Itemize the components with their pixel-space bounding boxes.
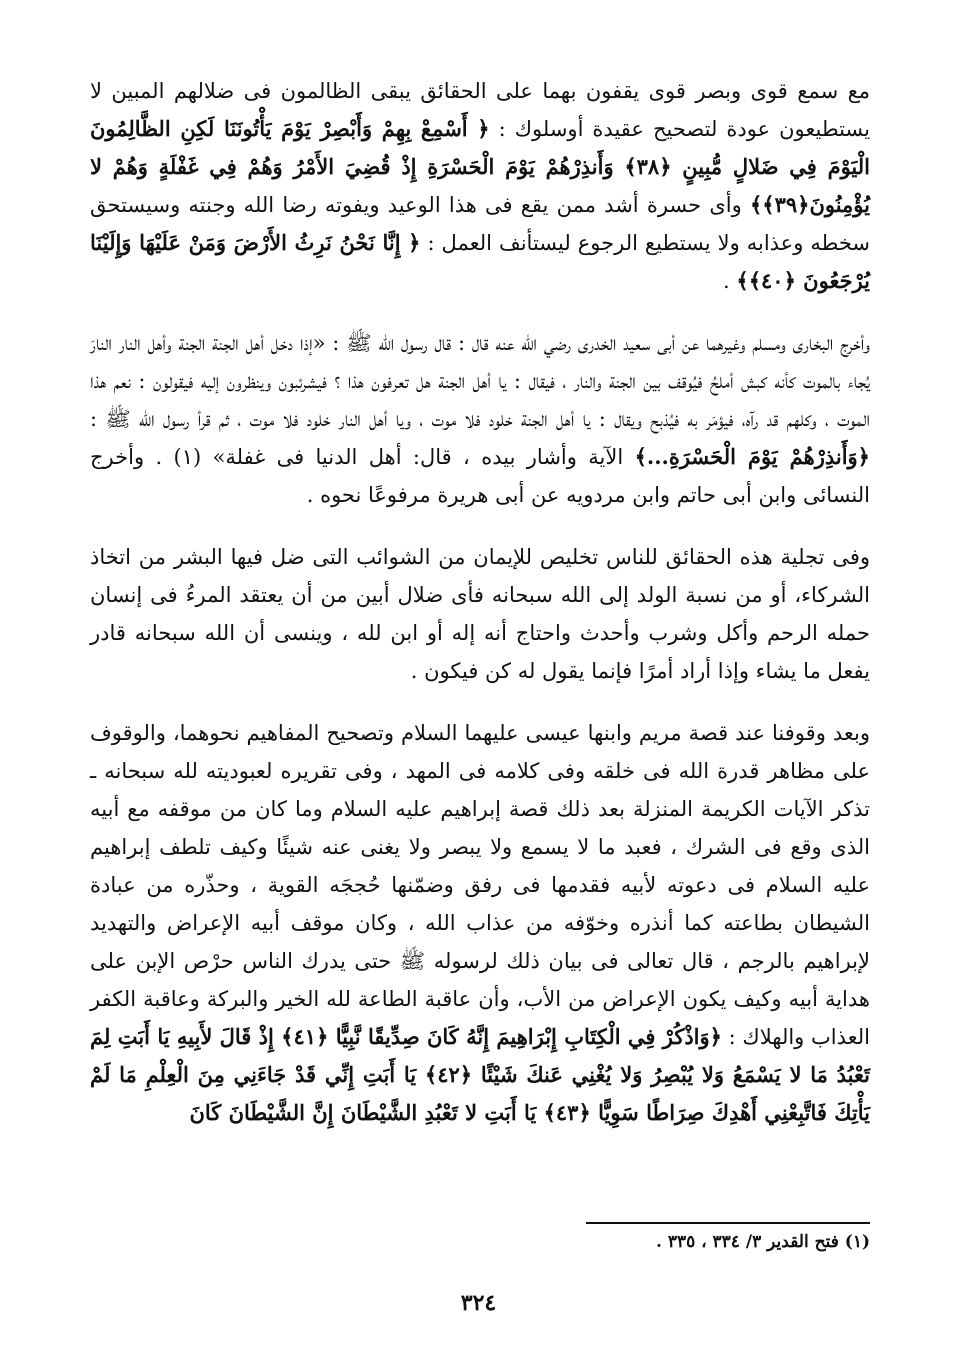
text-run: وفى تجلية هذه الحقائق للناس تخليص للإيمان من الشوائب التى ضل فيها البشر من اتخاذ الشركاء، أو من نسبة الولد إلى الله سبحانه فأى ضلال أبين من أن يعتقد المرءُ فى إنسان حمله الرحم وأكل وشرب وأحدث واحتاج أنه إله أو ابن لله ، وينسى أن الله سبحانه قادر يفعل ما يشاء وإذا أراد أمرًا فإنما يقول له كن فيكون . <box>90 545 870 683</box>
text-run: الآية وأشار بيده ، قال: أهل الدنيا فى غفلة» (١) . وأخرج النسائى وابن أبى حاتم وابن مردويه عن أبى هريرة مرفوعًا نحوه . <box>90 445 870 507</box>
paragraph-3 <box>90 538 870 690</box>
text-run: وأى حسرة أشد ممن يقع فى هذا الوعيد ويفوته رضا الله وجنته وسيستحق سخطه وعذابه ولا يستطيع الرجوع ليستأنف العمل : <box>90 193 870 255</box>
quran-verse: ﴿ إِنَّا نَحْنُ نَرِثُ الأَرْضَ وَمَنْ عَلَيْهَا وَإِلَيْنَا يُرْجَعُونَ ﴿٤٠﴾﴾ <box>90 230 870 293</box>
text-run: . <box>723 269 737 293</box>
text-run: وأخرج البخارى ومسلم وغيرهما عن أبى سعيد الخدرى رضي الله عنه قال : قال رسول الله ﷺ : «إذا دخل أهل الجنة الجنة وأهل النار النارَ يُجاء بالموت كأنه كبش أملحُ فيُوقف بين الجنة والنار ، فيقال : يا أهل الجنة هل تعرفون هذا ؟ فيشرئبون وينظرون إليه فيقولون : نعم هذا الموت ، وكلهم قد رآه، فيؤمَر به فيُذبح ويقال : يا أهل الجنة خلود فلا موت ، ويا أهل النار خلود فلا موت ، ثم قرأ رسول الله ﷺ : <box>90 331 870 431</box>
paragraph-2 <box>90 324 870 514</box>
text-run: مع سمع قوى وبصر قوى يقفون بهما على الحقائق يبقى الظالمون فى ضلالهم المبين لا يستطيعون عودة لتصحيح عقيدة أوسلوك : <box>90 79 870 141</box>
quran-verse: ﴿وَأَنذِرْهُمْ يَوْمَ الْحَسْرَةِ...﴾ <box>634 444 870 469</box>
quran-verse: ﴿ أَسْمِعْ بِهِمْ وَأَبْصِرْ يَوْمَ يَأْتُونَنَا لَكِنِ الظَّالِمُونَ الْيَوْمَ فِي ضَلالٍ مُّبِينٍ ﴿٣٨﴾ وَأَنذِرْهُمْ يَوْمَ الْحَسْرَةِ إِذْ قُضِيَ الأَمْرُ وَهُمْ فِي غَفْلَةٍ وَهُمْ لا يُؤْمِنُونَ﴿٣٩﴾﴾ <box>90 116 870 217</box>
paragraph-1 <box>90 72 870 300</box>
footnote-divider <box>586 1222 870 1224</box>
footnote: (١) فتح القدير ٣/ ٣٣٤ ، ٣٣٥ . <box>655 1232 870 1252</box>
text-run: وبعد وقوفنا عند قصة مريم وابنها عيسى عليهما السلام وتصحيح المفاهيم نحوهما، والوقوف على مظاهر قدرة الله فى خلقه وفى كلامه فى المهد ، وفى تقريره لعبوديته لله سبحانه ـ تذكر الآيات الكريمة المنزلة بعد ذلك قصة إبراهيم عليه السلام وما كان من موقفه مع أبيه الذى وقع فى الشرك ، فعبد ما لا يسمع ولا يبصر ولا يغنى عنه شيئًا وكيف تلطف إبراهيم عليه السلام فى دعوته لأبيه فقدمها فى رفق وضمّنها حُججَه القوية ، وحذّره من عبادة الشيطان بطاعته كما أنذره وخوّفه من عذاب الله ، وكان موقف أبيه الإعراض والتهديد لإبراهيم بالرجم ، قال تعالى فى بيان ذلك لرسوله ﷺ حتى يدرك الناس حرْص الإبن على هداية أبيه وكيف يكون الإعراض من الأب، وأن عاقبة الطاعة لله الخير والبركة وعاقبة الكفر العذاب والهلاك : <box>90 721 871 1049</box>
page-body <box>90 72 870 1132</box>
quran-verse: ﴿وَاذْكُرْ فِي الْكِتَابِ إِبْرَاهِيمَ إِنَّهُ كَانَ صِدِّيقًا نَّبِيًّا ﴿٤١﴾ إِذْ قَالَ لأَبِيهِ يَا أَبَتِ لِمَ تَعْبُدُ مَا لا يَسْمَعُ وَلا يُبْصِرُ وَلا يُغْنِي عَنكَ شَيْئًا ﴿٤٢﴾ يَا أَبَتِ إِنِّي قَدْ جَاءَنِي مِنَ الْعِلْمِ مَا لَمْ يَأْتِكَ فَاتَّبِعْنِي أَهْدِكَ صِرَاطًا سَوِيًّا ﴿٤٣﴾ يَا أَبَتِ لا تَعْبُدِ الشَّيْطَانَ إِنَّ الشَّيْطَانَ كَانَ <box>90 1024 870 1125</box>
page-number: ٣٢٤ <box>460 1290 497 1316</box>
paragraph-4 <box>90 714 870 1132</box>
